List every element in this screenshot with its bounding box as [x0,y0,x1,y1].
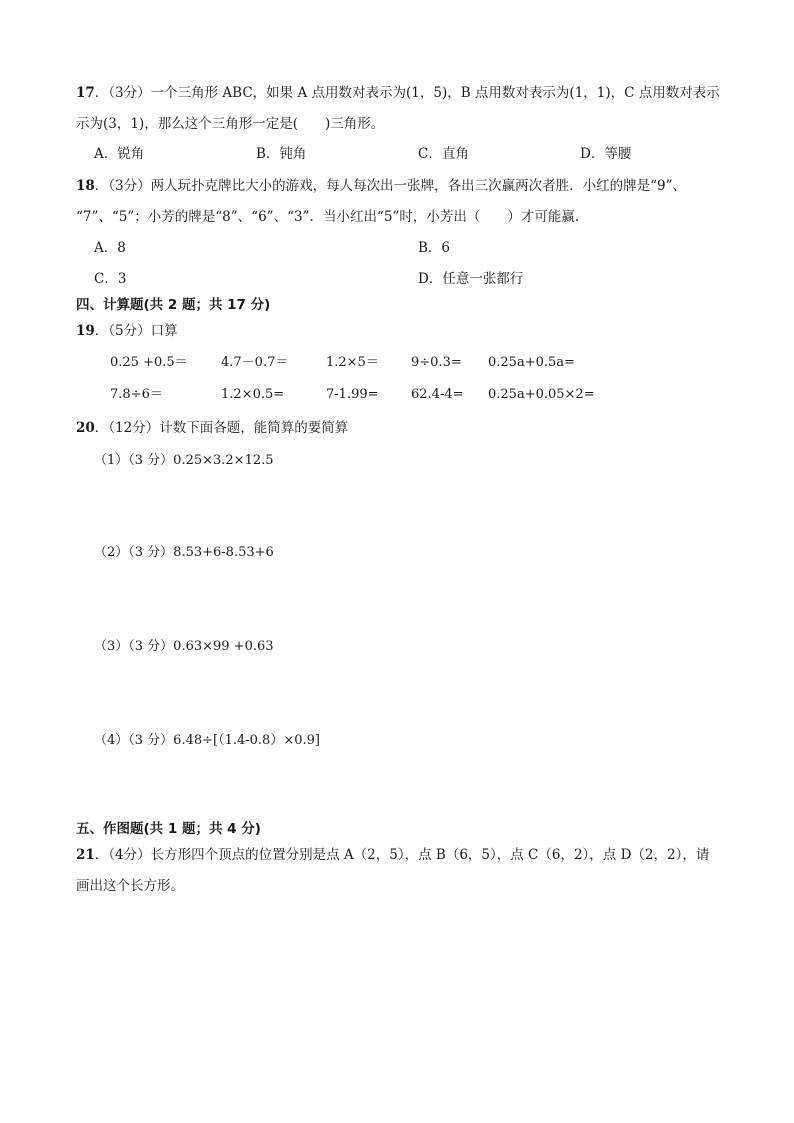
q19-number: 19 [76,323,95,339]
q17-number: 17 [76,85,95,101]
q17-text-line1: ．（3分）一个三角形 ABC，如果 A 点用数对表示为(1，5)，B 点用数对表示为(1，1)，C 点用数对表示 [94,85,720,101]
q19-r2-c2: 1.2×0.5= [221,387,285,402]
q17-line1 [76,84,720,102]
q18-option-b: B．6 [418,240,451,256]
q18-number: 18 [76,178,95,194]
q18-option-a: A．8 [94,240,126,256]
q20-number: 20 [76,420,95,436]
q17-line2: 示为(3，1)，那么这个三角形一定是( )三角形。 [76,116,385,132]
q20-item-1: （1）（3 分）0.25×3.2×12.5 [94,453,274,468]
q17-option-a: A．锐角 [94,146,145,162]
q19-r1-c5: 0.25a+0.5a= [488,355,575,370]
q17-option-d: D．等腰 [580,146,632,162]
q20-text: ．（12分）计数下面各题，能简算的要简算 [94,420,349,436]
q19-r2-c5: 0.25a+0.05×2= [488,387,595,402]
q19-r2-c1: 7.8÷6＝ [110,387,163,402]
q18-line2: “7”、“5”；小芳的牌是“8”、“6”、“3”．当小红出“5”时，小芳出（ ）才可能赢． [76,209,589,225]
q20-item-4: （4）（3 分）6.48÷[（1.4-0.8）×0.9] [94,733,320,748]
q20-item-2: （2）（3 分）8.53+6-8.53+6 [94,545,274,560]
q17-option-b: B．钝角 [256,146,307,162]
section4-heading: 四、计算题(共 2 题；共 17 分) [76,297,271,313]
q19-r1-c3: 1.2×5＝ [326,355,379,370]
q19-r2-c3: 7-1.99= [326,387,379,402]
q19-r1-c1: 0.25 +0.5＝ [110,355,188,370]
section5-heading: 五、作图题(共 1 题；共 4 分) [76,821,261,837]
q19-r1-c4: 9÷0.3= [411,355,462,370]
q19-text: ．（5分）口算 [94,323,178,339]
q20-line [76,419,348,437]
q17-option-c: C．直角 [418,146,469,162]
q19-r2-c4: 62.4-4= [411,387,464,402]
q18-text-line1: ．（3分）两人玩扑克牌比大小的游戏，每人每次出一张牌，各出三次赢两次者胜．小红的牌是“9”、 [94,178,687,194]
q18-option-d: D．任意一张都行 [418,271,524,287]
q21-number: 21 [76,847,95,863]
q18-option-c: C．3 [94,271,127,287]
q19-r1-c2: 4.7－0.7＝ [221,355,289,370]
q21-line2: 画出这个长方形。 [76,878,184,894]
q21-text-line1: ．（4分）长方形四个顶点的位置分别是点 A（2，5），点 B（6，5），点 C（6，2），点 D（2，2），请 [94,847,710,863]
q19-line [76,322,178,340]
q18-line1 [76,177,686,195]
q21-line1 [76,846,709,864]
q20-item-3: （3）（3 分）0.63×99 +0.63 [94,639,274,654]
